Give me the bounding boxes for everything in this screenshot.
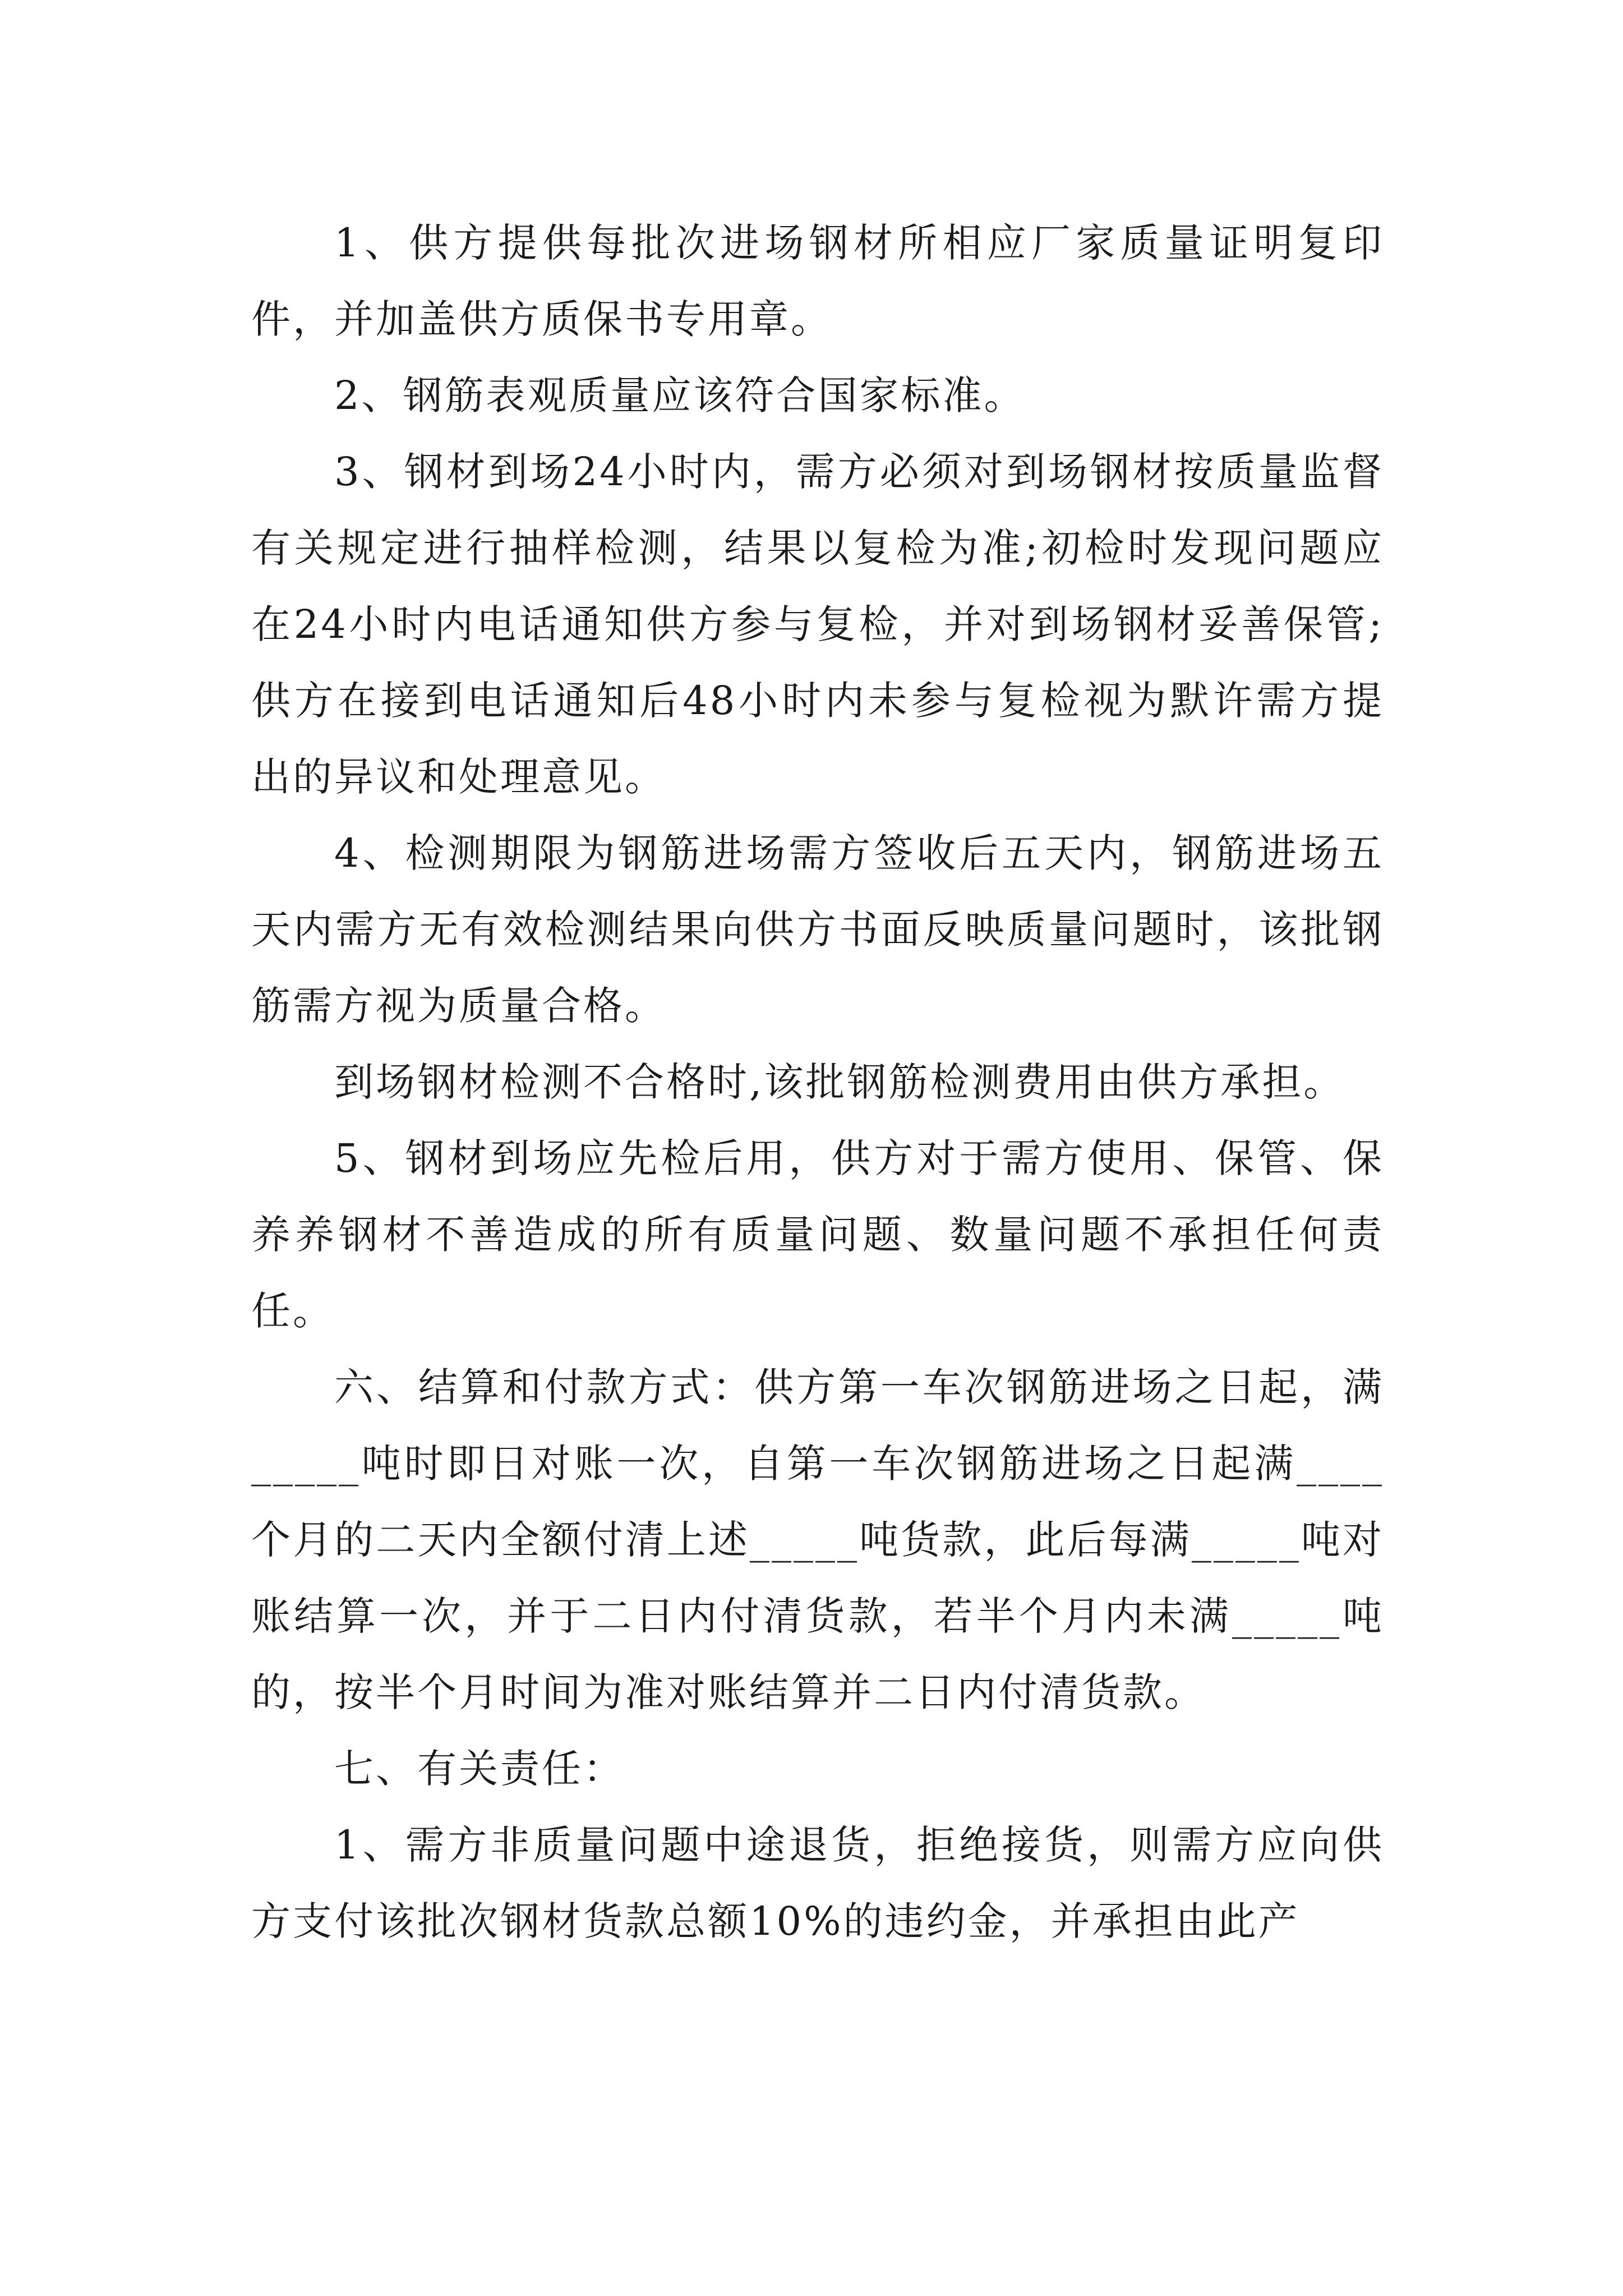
paragraph-return-penalty: 1、需方非质量问题中途退货，拒绝接货，则需方应向供方支付该批次钢材货款总额10%的违约金，并承担由此产 xyxy=(251,1822,1384,1944)
paragraph-sampling-inspection: 3、钢材到场24小时内，需方必须对到场钢材按质量监督有关规定进行抽样检测，结果以复检为准;初检时发现问题应在24小时内电话通知供方参与复检，并对到场钢材妥善保管;供方在接到电话通知后48小时内未参与复检视为默许需方提出的异议和处理意见。 xyxy=(251,449,1384,800)
document-body xyxy=(251,205,1384,1959)
section-heading-responsibilities: 七、有关责任： xyxy=(334,1746,625,1792)
paragraph-inspection-period: 4、检测期限为钢筋进场需方签收后五天内，钢筋进场五天内需方无有效检测结果向供方书面反映质量问题时，该批钢筋需方视为质量合格。 xyxy=(251,830,1384,1029)
paragraph-quality-certificate: 1、供方提供每批次进场钢材所相应厂家质量证明复印件，并加盖供方质保书专用章。 xyxy=(251,220,1384,342)
paragraph-inspect-before-use: 5、钢材到场应先检后用，供方对于需方使用、保管、保养养钢材不善造成的所有质量问题、数量问题不承担任何责任。 xyxy=(251,1135,1384,1334)
paragraph-settlement-payment: 六、结算和付款方式：供方第一车次钢筋进场之日起，满_____吨时即日对账一次，自第一车次钢筋进场之日起满____个月的二天内全额付清上述_____吨货款，此后每满_____吨对账结算一次，并于二日内付清货款，若半个月内未满_____吨的，按半个月时间为准对账结算并二日内付清货款。 xyxy=(251,1364,1384,1715)
paragraph-surface-quality: 2、钢筋表观质量应该符合国家标准。 xyxy=(334,372,1026,418)
paragraph-inspection-cost: 到场钢材检测不合格时,该批钢筋检测费用由供方承担。 xyxy=(334,1059,1345,1105)
